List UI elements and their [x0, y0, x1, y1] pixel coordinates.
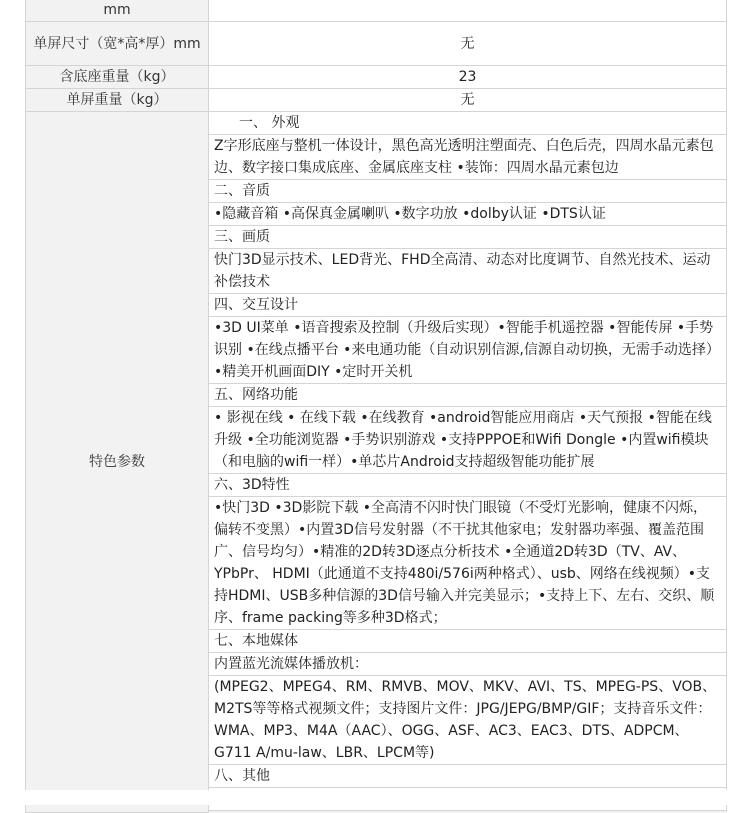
section-title: 六、3D特性 — [209, 474, 727, 497]
table-row — [26, 22, 727, 66]
section-title: 八、其他 — [209, 765, 727, 788]
row-label: 含底座重量（kg） — [26, 66, 209, 89]
table-row — [26, 0, 727, 22]
page-bottom-margin — [0, 790, 750, 805]
table-row — [26, 66, 727, 89]
section-title: 二、音质 — [209, 180, 727, 203]
row-value: 无 — [209, 22, 727, 66]
row-label: 单屏尺寸（宽*高*厚）mm — [26, 22, 209, 66]
section-text: •隐藏音箱 •高保真金属喇叭 •数字功放 •dolby认证 •DTS认证 — [209, 203, 727, 226]
row-value: 23 — [209, 66, 727, 89]
row-value: 无 — [209, 89, 727, 112]
features-label: 特色参数 — [26, 112, 209, 813]
section-title: 七、本地媒体 — [209, 630, 727, 653]
table-row — [26, 89, 727, 112]
spec-table — [25, 0, 727, 813]
table-row — [26, 112, 727, 135]
section-text: 快门3D显示技术、LED背光、FHD全高清、动态对比度调节、自然光技术、运动补偿技术 — [209, 249, 727, 294]
section-title: 三、画质 — [209, 226, 727, 249]
section-title: 一、 外观 — [209, 112, 727, 135]
section-title: 五、网络功能 — [209, 384, 727, 407]
section-text: •快门3D •3D影院下载 •全高清不闪时快门眼镜（不受灯光影响，健康不闪烁，偏转不变黑）•内置3D信号发射器（不干扰其他家电；发射器功率强、覆盖范围广、信号均匀）•精准的2D转3D逐点分析技术 •全通道2D转3D（TV、AV、YPbPr、 HDMI（此通道不支持480i/576i两种格式）、usb、网络在线视频）•支持HDMI、USB多种信源的3D信号输入并完美显示；•支持上下、左右、交织、顺序、frame packing等多种3D格式； — [209, 497, 727, 630]
section-text: •3D UI菜单 •语音搜索及控制（升级后实现）•智能手机遥控器 •智能传屏 •手势识别 •在线点播平台 •来电通功能（自动识别信源,信源自动切换，无需手动选择）•精美开机画面DIY •定时开关机 — [209, 317, 727, 384]
table-spacer — [209, 811, 727, 813]
section-text: Z字形底座与整机一体设计，黑色高光透明注塑面壳、白色后壳，四周水晶元素包边、数字接口集成底座、金属底座支柱 •装饰：四周水晶元素包边 — [209, 135, 727, 180]
section-title: 四、交互设计 — [209, 294, 727, 317]
row-value — [209, 0, 727, 22]
section-text: 内置蓝光流媒体播放机： — [209, 653, 727, 676]
section-text: (MPEG2、MPEG4、RM、RMVB、MOV、MKV、AVI、TS、MPEG-PS、VOB、M2TS等等格式视频文件；支持图片文件：JPG/JEPG/BMP/GIF；支持音乐文件：WMA、MP3、M4A（AAC）、OGG、ASF、AC3、EAC3、DTS、ADPCM、G711 A/mu-law、LBR、LPCM等) — [209, 676, 727, 765]
row-label: mm — [26, 0, 209, 22]
section-text: • 影视在线 • 在线下载 •在线教育 •android智能应用商店 •天气预报 •智能在线升级 •全功能浏览器 •手势识别游戏 •支持PPPOE和Wifi Dongle •内置wifi模块（和电脑的wifi一样）•单芯片Android支持超级智能功能扩展 — [209, 407, 727, 474]
row-label: 单屏重量（kg） — [26, 89, 209, 112]
